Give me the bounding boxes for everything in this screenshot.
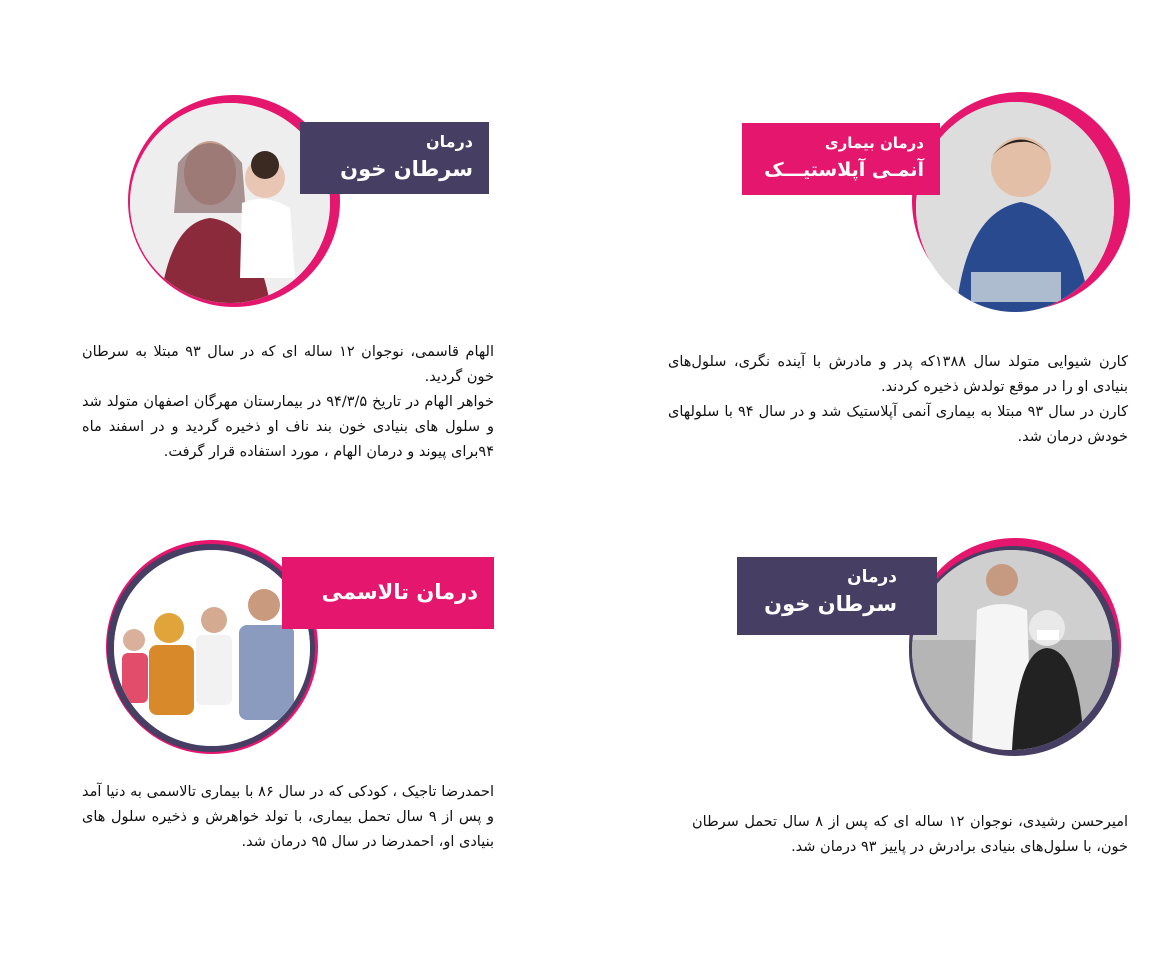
label-line-1: درمان بیماری: [824, 134, 924, 152]
story-paragraph: امیرحسن رشیدی، نوجوان ۱۲ ساله ای که پس از ۸ سال تحمل سرطان خون، با سلول‌های بنیادی برادرش در پاییز ۹۳ درمان شد.: [692, 814, 1128, 855]
story-paragraph: کارن شیوایی متولد سال ۱۳۸۸که پدر و مادرش با آینده نگری، سلول‌های بنیادی او را در موقع تولدش ذخیره کردند.: [668, 354, 1129, 395]
photo-doctor-patient: [912, 550, 1112, 750]
treatment-label: [282, 557, 494, 629]
story-paragraph: الهام قاسمی، نوجوان ۱۲ ساله ای که در سال ۹۳ مبتلا به سرطان خون گردید.: [82, 344, 494, 385]
label-line-1: درمان: [847, 567, 897, 587]
story-paragraph: خواهر الهام در تاریخ ۹۴/۳/۵ در بیمارستان مهرگان اصفهان متولد شد و سلول های بنیادی خون بند ناف او ذخیره گردید و در اسفند ماه ۹۴برای پیوند و درمان الهام ، مورد استفاده قرار گرفت.: [82, 394, 494, 460]
story-text: [82, 780, 494, 855]
photo-family: [114, 550, 310, 746]
label-line-2: سرطان خون: [340, 157, 473, 181]
story-paragraph: کارن در سال ۹۳ مبتلا به بیماری آنمی آپلاستیک شد و در سال ۹۴ با سلولهای خودش درمان شد.: [668, 404, 1128, 445]
label-line-1: درمان تالاسمی: [321, 580, 478, 604]
story-text: [668, 350, 1128, 450]
label-line-2: سرطان خون: [764, 592, 897, 616]
story-paragraph: احمدرضا تاجیک ، کودکی که در سال ۸۶ با بیماری تالاسمی به دنیا آمد و پس از ۹ سال تحمل بیماری، با تولد خواهرش و ذخیره سلول های بنیادی او، احمدرضا در سال ۹۵ درمان شد.: [82, 784, 495, 850]
photo-boy: [916, 102, 1114, 312]
story-text: [692, 810, 1128, 860]
treatment-label: [742, 123, 940, 195]
story-text: [82, 340, 494, 465]
label-line-2: آنمـی آپلاستیـــک: [764, 159, 924, 181]
treatment-label: [737, 557, 937, 635]
treatment-label: [300, 122, 489, 194]
label-line-1: درمان: [426, 132, 473, 151]
